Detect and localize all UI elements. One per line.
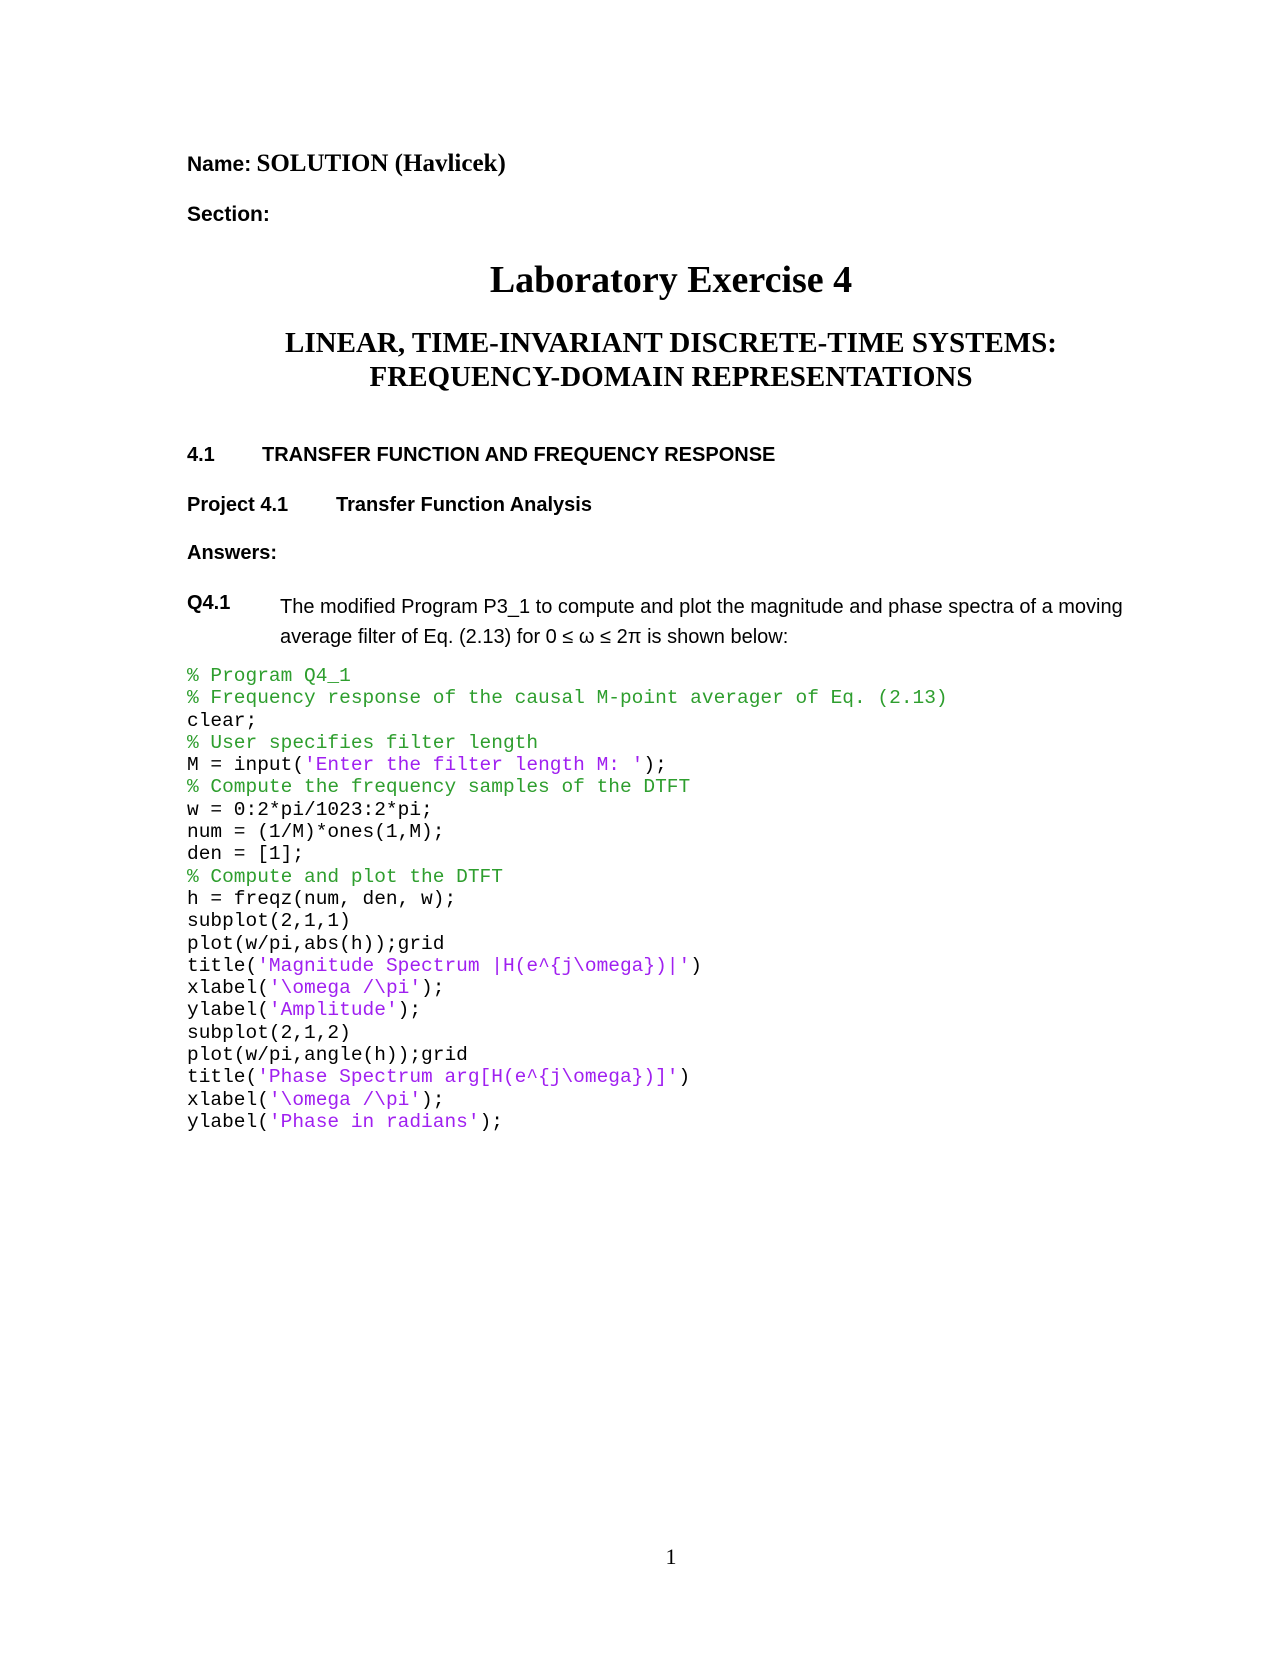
- code-line: [187, 933, 948, 955]
- code-string: 'Phase Spectrum arg[H(e^{j\omega})]': [257, 1066, 679, 1089]
- page-title: Laboratory Exercise 4: [489, 259, 853, 301]
- code-text: );: [421, 1088, 445, 1111]
- code-text: );: [479, 1110, 503, 1133]
- code-line: [187, 999, 948, 1021]
- code-line: [187, 977, 948, 999]
- name-value: SOLUTION (Havlicek): [256, 150, 506, 177]
- code-string: 'Phase in radians': [268, 1110, 480, 1133]
- page-number: 1: [665, 1544, 677, 1569]
- code-string: '\omega /\pi': [268, 1088, 422, 1111]
- code-line: [187, 799, 948, 821]
- code-text: w = 0:2*pi/1023:2*pi;: [187, 798, 433, 821]
- code-text: xlabel(: [187, 977, 269, 1000]
- subtitle-line-2: FREQUENCY-DOMAIN REPRESENTATIONS: [369, 361, 973, 393]
- code-text: );: [421, 977, 445, 1000]
- code-text: );: [397, 999, 422, 1022]
- answers-label: Answers:: [187, 542, 278, 564]
- code-text: M = input(: [187, 754, 305, 777]
- code-line: [187, 754, 948, 776]
- code-text: subplot(2,1,2): [187, 1021, 351, 1044]
- code-line: [187, 843, 948, 865]
- code-text: clear;: [187, 709, 258, 732]
- code-text: title(: [187, 1066, 258, 1089]
- code-line: [187, 732, 948, 754]
- code-line: [187, 710, 948, 732]
- code-text: ylabel(: [187, 1110, 269, 1133]
- code-line: [187, 1089, 948, 1111]
- project-title: Transfer Function Analysis: [336, 494, 592, 516]
- code-line: [187, 665, 948, 687]
- code-line: [187, 1022, 948, 1044]
- code-line: [187, 821, 948, 843]
- code-line: [187, 1066, 948, 1088]
- code-line: [187, 866, 948, 888]
- code-comment: % User specifies filter length: [187, 731, 539, 754]
- code-line: [187, 1111, 948, 1133]
- code-text: title(: [187, 954, 258, 977]
- code-comment: % Program Q4_1: [187, 665, 351, 687]
- page-subtitle: [0, 326, 1280, 394]
- code-string: 'Amplitude': [268, 999, 398, 1022]
- code-text: ylabel(: [187, 999, 269, 1022]
- section-label: Section:: [187, 203, 270, 226]
- code-string: 'Magnitude Spectrum |H(e^{j\omega})|': [257, 954, 691, 977]
- code-text: den = [1];: [187, 843, 305, 866]
- code-line: [187, 1044, 948, 1066]
- name-label: Name:: [187, 153, 252, 176]
- code-line: [187, 687, 948, 709]
- code-text: h = freqz(num, den, w);: [187, 887, 457, 910]
- section-number: 4.1: [187, 444, 215, 466]
- project-number: Project 4.1: [187, 494, 289, 516]
- code-line: [187, 910, 948, 932]
- code-text: plot(w/pi,angle(h));grid: [187, 1044, 468, 1067]
- code-text: num = (1/M)*ones(1,M);: [187, 821, 445, 844]
- code-string: 'Enter the filter length M: ': [304, 754, 644, 777]
- code-comment: % Compute the frequency samples of the DTFT: [187, 776, 691, 799]
- code-comment: % Frequency response of the causal M-point averager of Eq. (2.13): [187, 687, 948, 710]
- code-text: plot(w/pi,abs(h));grid: [187, 932, 445, 955]
- name-line: [187, 150, 506, 178]
- question-number: Q4.1: [187, 592, 231, 614]
- code-string: '\omega /\pi': [268, 977, 422, 1000]
- code-text: ): [678, 1066, 691, 1089]
- code-line: [187, 776, 948, 798]
- code-line: [187, 955, 948, 977]
- code-line: [187, 888, 948, 910]
- code-text: ): [690, 954, 702, 977]
- section-title: TRANSFER FUNCTION AND FREQUENCY RESPONSE: [262, 444, 776, 466]
- code-text: );: [643, 754, 667, 777]
- subtitle-line-1: LINEAR, TIME-INVARIANT DISCRETE-TIME SYSTEMS:: [285, 327, 1057, 359]
- code-listing: [187, 665, 948, 1133]
- code-comment: % Compute and plot the DTFT: [187, 865, 503, 888]
- code-text: xlabel(: [187, 1088, 269, 1111]
- question-text: The modified Program P3_1 to compute and plot the magnitude and phase spectra of a moving average filter of Eq. (2.13) for 0 ≤ ω ≤ 2π is shown below:: [280, 596, 1123, 648]
- code-text: subplot(2,1,1): [187, 910, 351, 933]
